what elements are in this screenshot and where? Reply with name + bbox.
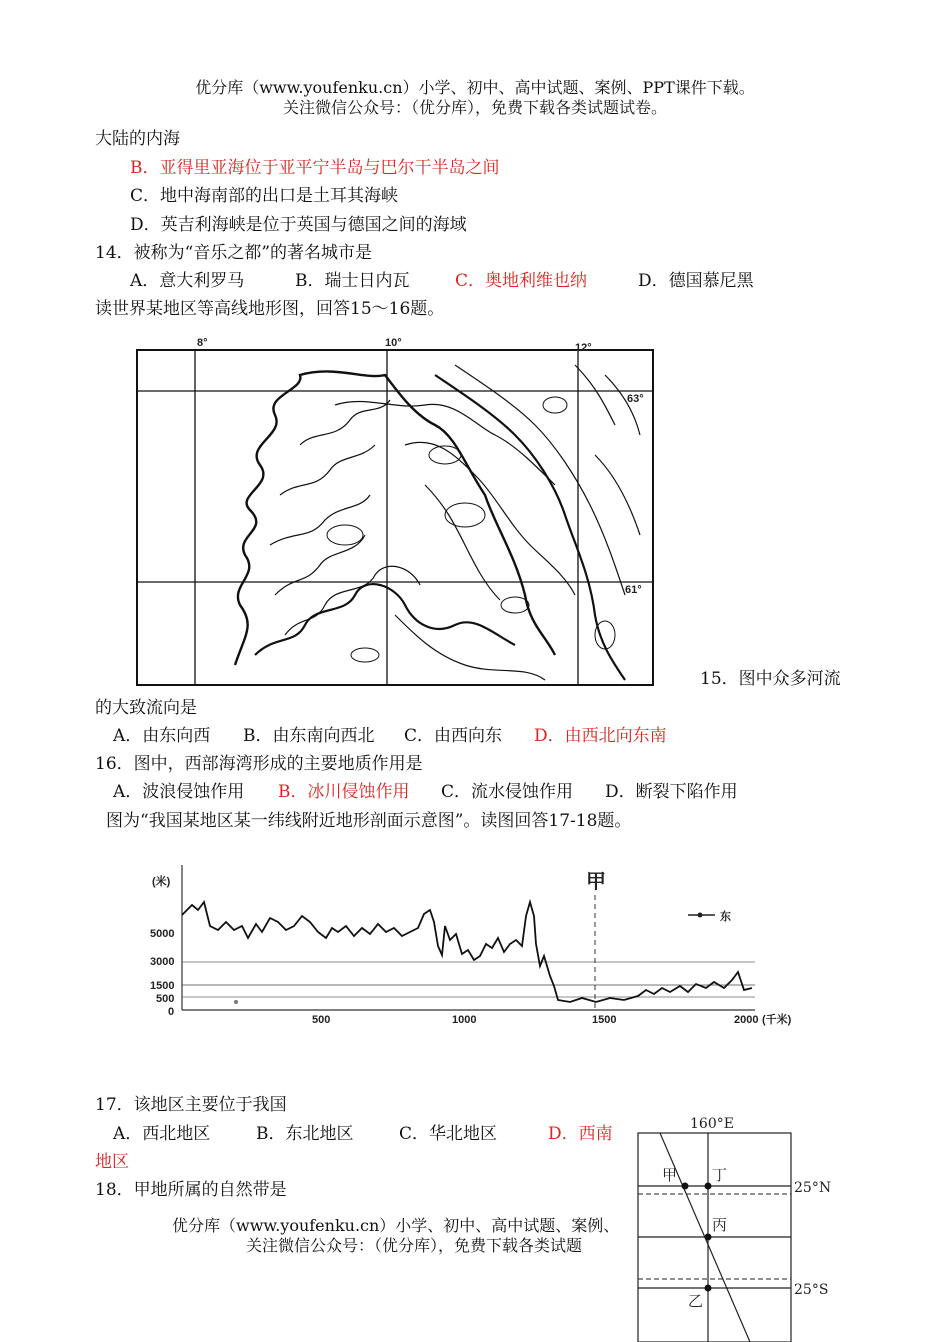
- point-yi: 乙: [688, 1292, 704, 1310]
- y-tick-0: 0: [168, 1006, 175, 1018]
- q14-option-a: A．意大利罗马: [130, 271, 245, 291]
- grid-lon-label: 160°E: [690, 1116, 734, 1132]
- intro-17-18: 图为“我国某地区某一纬线附近地形剖面示意图”。读图回答17-18题。: [106, 811, 632, 831]
- direction-east: 东: [720, 911, 731, 923]
- grid-lat-s: 25°S: [794, 1282, 829, 1298]
- intro-15-16: 读世界某地区等高线地形图，回答15～16题。: [95, 299, 445, 319]
- x-tick-500: 500: [312, 1014, 331, 1026]
- lat-label-61: 61°: [625, 584, 642, 596]
- q17-option-d-cont: 地区: [95, 1152, 129, 1172]
- q17-stem: 17．该地区主要位于我国: [95, 1095, 287, 1115]
- q15-stem-b: 的大致流向是: [95, 698, 197, 718]
- header-line-1: 优分库（www.youfenku.cn）小学、初中、高中试题、案例、PPT课件下载。: [195, 78, 755, 97]
- q15-option-b: B．由东南向西北: [243, 726, 375, 746]
- grid-lat-n: 25°N: [794, 1180, 832, 1196]
- lon-label-10: 10°: [385, 337, 402, 349]
- q14-option-d: D．德国慕尼黑: [638, 271, 754, 291]
- x-tick-1500: 1500: [592, 1014, 617, 1026]
- x-tick-2000: 2000: [734, 1014, 759, 1026]
- q14-option-c: C．奥地利维也纳: [455, 271, 588, 291]
- q15-option-c: C．由西向东: [404, 726, 503, 746]
- q16-option-d: D．断裂下陷作用: [605, 782, 738, 802]
- lat-lon-grid-diagram: [628, 1108, 838, 1342]
- terrain-profile-chart: [140, 860, 820, 1030]
- y-tick-500: 500: [156, 993, 175, 1005]
- y-tick-5000: 5000: [150, 928, 175, 940]
- marker-jia: 甲: [586, 869, 606, 893]
- q17-option-c: C．华北地区: [399, 1124, 498, 1144]
- q16-option-c: C．流水侵蚀作用: [441, 782, 574, 802]
- lon-label-12: 12°: [575, 342, 592, 354]
- q14-stem: 14．被称为“音乐之都”的著名城市是: [95, 243, 373, 263]
- y-tick-3000: 3000: [150, 956, 175, 968]
- footer-line-1: 优分库（www.youfenku.cn）小学、初中、高中试题、案例、: [172, 1216, 620, 1235]
- q13-option-c: C．地中海南部的出口是土耳其海峡: [130, 186, 399, 206]
- header-line-2: 关注微信公众号：（优分库），免费下载各类试题试卷。: [282, 98, 667, 117]
- point-jia: 甲: [662, 1166, 678, 1184]
- q15-stem-a: 15．图中众多河流: [700, 669, 841, 689]
- q13-option-b: B．亚得里亚海位于亚平宁半岛与巴尔干半岛之间: [130, 158, 500, 178]
- q16-option-a: A．波浪侵蚀作用: [113, 782, 245, 802]
- contour-map: [135, 335, 660, 690]
- profile-y-unit: (米): [152, 876, 171, 888]
- point-ding: 丁: [712, 1166, 728, 1184]
- footer-line-2: 关注微信公众号：（优分库），免费下载各类试题: [246, 1236, 583, 1255]
- q17-option-a: A．西北地区: [113, 1124, 211, 1144]
- q15-option-d: D．由西北向东南: [534, 726, 667, 746]
- q17-option-d: D．西南: [548, 1124, 613, 1144]
- x-unit: (千米): [762, 1014, 792, 1026]
- q15-option-a: A．由东向西: [113, 726, 211, 746]
- lat-label-63: 63°: [627, 393, 644, 405]
- point-bing: 丙: [712, 1216, 728, 1234]
- q18-stem: 18．甲地所属的自然带是: [95, 1180, 287, 1200]
- q16-stem: 16．图中，西部海湾形成的主要地质作用是: [95, 754, 423, 774]
- q13-option-d: D．英吉利海峡是位于英国与德国之间的海域: [130, 215, 467, 235]
- y-tick-1500: 1500: [150, 980, 175, 992]
- q16-option-b: B．冰川侵蚀作用: [278, 782, 410, 802]
- q17-option-b: B．东北地区: [256, 1124, 354, 1144]
- q14-option-b: B．瑞士日内瓦: [295, 271, 410, 291]
- q13-continuation: 大陆的内海: [95, 129, 180, 149]
- x-tick-1000: 1000: [452, 1014, 477, 1026]
- lon-label-8: 8°: [197, 337, 208, 349]
